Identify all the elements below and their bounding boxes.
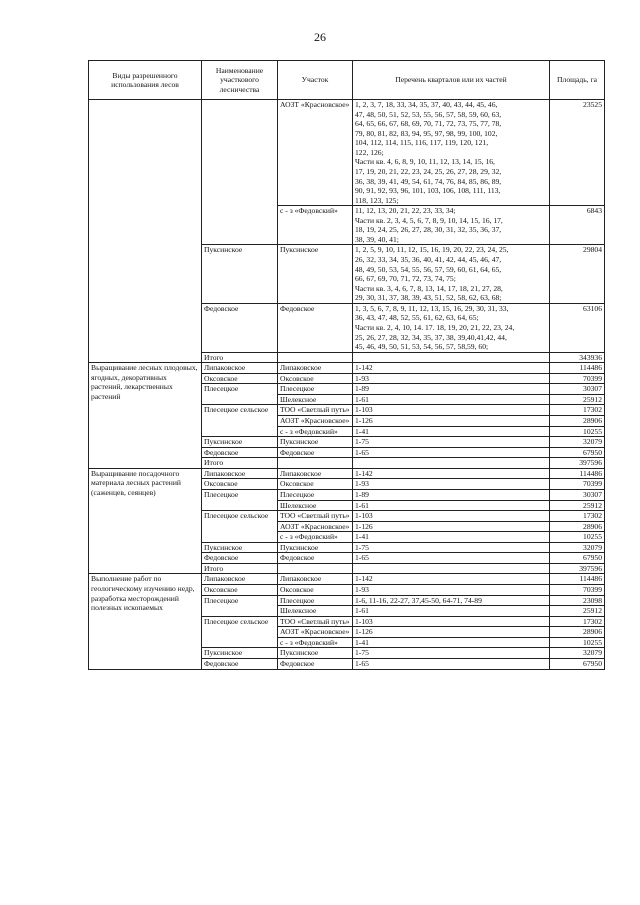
forestry-cell: Плесецкое [202,489,278,510]
quarters-line: 64, 65, 66, 67, 68, 69, 70, 71, 72, 73, 75, 77, 78, [355,119,502,129]
area-cell: 32079 [550,542,605,553]
quarters-cell [353,405,550,416]
quarters-line: 1-89 [355,384,369,394]
quarters-line: 1-103 [355,405,373,415]
table-row [89,100,605,206]
quarters-cell [353,373,550,384]
plot-cell: Шелексное [278,394,353,405]
plot-cell: Липаковское [278,363,353,374]
quarters-line: 1-75 [355,648,369,658]
forestry-cell: Оксовское [202,479,278,490]
use-type-cell: Выращивание посадочного материала лесных растений (саженцев, сеянцев) [89,468,202,574]
quarters-line: 1, 3, 5, 6, 7, 8, 9, 11, 12, 13, 15, 16, 29, 30, 31, 33, [355,303,509,313]
quarters-line: 45, 46, 49, 50, 51, 53, 54, 56, 57, 58,59, 60; [355,342,489,352]
area-cell: 114486 [550,468,605,479]
quarters-cell [353,616,550,627]
area-cell: 114486 [550,363,605,374]
forestry-cell [202,100,278,245]
plot-cell: с - з «Федовский» [278,532,353,543]
forestry-cell: Оксовское [202,585,278,596]
area-cell: 17302 [550,616,605,627]
area-cell: 17302 [550,511,605,522]
area-cell: 23098 [550,595,605,606]
quarters-line: 1-142 [355,574,373,584]
quarters-line: 1, 2, 5, 9, 10, 11, 12, 15, 16, 19, 20, 22, 23, 24, 25, [355,245,509,255]
plot-cell: ТОО «Светлый путь» [278,405,353,416]
forestry-cell: Липаковское [202,468,278,479]
area-cell: 67950 [550,658,605,669]
forestry-cell: Плесецкое сельское [202,405,278,437]
quarters-line: 1-142 [355,363,373,373]
quarters-cell [353,563,550,574]
quarters-line: 104, 112, 114, 115, 116, 117, 119, 120, 121, [355,138,489,148]
area-cell: 343936 [550,352,605,363]
plot-cell: Шелексное [278,500,353,511]
quarters-cell [353,637,550,648]
quarters-line: 1-61 [355,394,369,404]
quarters-line: 29, 30, 31, 37, 38, 39, 43, 51, 52, 58, 62, 63, 68; [355,293,502,303]
quarters-cell [353,606,550,617]
area-cell: 397596 [550,563,605,574]
area-cell: 25912 [550,500,605,511]
table-row [89,363,605,374]
quarters-line: 1-6, 11-16, 22-27, 37,45-50, 64-71, 74-89 [355,595,482,605]
quarters-cell [353,542,550,553]
table-body [89,100,605,670]
plot-cell: Пуксинское [278,245,353,303]
quarters-line: 1-126 [355,416,373,425]
header-forestry: Наименование участкового лесничества [202,61,278,100]
area-cell: 114486 [550,574,605,585]
forestry-cell: Плесецкое сельское [202,511,278,543]
plot-cell: с - з «Федовский» [278,637,353,648]
quarters-line: 1-93 [355,479,369,489]
quarters-cell [353,658,550,669]
forestry-cell: Плесецкое [202,384,278,405]
quarters-cell [353,574,550,585]
quarters-line: Части кв. 2, 3, 4, 5, 6, 7, 8, 9, 10, 14, 15, 16, 17, [355,215,503,225]
quarters-line: 1-65 [355,658,369,668]
quarters-line: 36, 38, 39, 41, 49, 54, 61, 74, 76, 84, 85, 86, 89, [355,176,502,186]
quarters-line: 25, 26, 27, 28, 32, 34, 35, 37, 38, 39,40,41,42, 44, [355,332,507,342]
plot-cell: Федовское [278,553,353,564]
plot-cell: Федовское [278,303,353,352]
quarters-line: 48, 49, 50, 53, 54, 55, 56, 57, 59, 60, 61, 64, 65, [355,264,502,274]
plot-cell: Пуксинское [278,542,353,553]
table-header-row [89,61,605,100]
quarters-line: 1-103 [355,511,373,521]
area-cell: 10255 [550,426,605,437]
use-type-cell: Выполнение работ по геологическому изучению недр, разработка месторождений полезных ископаемых [89,574,202,669]
quarters-cell [353,595,550,606]
forestry-cell: Федовское [202,553,278,564]
quarters-line: 118, 123, 125; [355,195,399,205]
plot-cell: АОЗТ «Красновское» [278,416,353,427]
plot-cell: с - з «Федовский» [278,206,353,245]
quarters-line: 26, 32, 33, 34, 35, 36, 40, 41, 42, 44, 45, 46, 47, [355,255,502,264]
plot-cell: Шелексное [278,606,353,617]
area-cell: 6843 [550,206,605,245]
forestry-cell: Итого [202,352,278,363]
forestry-cell: Пуксинское [202,542,278,553]
quarters-line: 66, 67, 69, 70, 71, 72, 73, 74, 75; [355,274,456,284]
quarters-line: 1-126 [355,521,373,531]
quarters-cell [353,206,550,245]
area-cell: 32079 [550,648,605,659]
quarters-cell [353,352,550,363]
plot-cell [278,458,353,469]
quarters-line: 1-126 [355,627,373,637]
quarters-line: 122, 126; [355,147,384,157]
plot-cell: ТОО «Светлый путь» [278,511,353,522]
area-cell: 28906 [550,416,605,427]
quarters-cell [353,437,550,448]
plot-cell: с - з «Федовский» [278,426,353,437]
quarters-line: 1-89 [355,489,369,499]
area-cell: 67950 [550,553,605,564]
quarters-line: 11, 12, 13, 20, 21, 22, 23, 33, 34; [355,206,456,216]
quarters-cell [353,426,550,437]
plot-cell: Плесецкое [278,595,353,606]
quarters-cell [353,521,550,532]
quarters-cell [353,245,550,303]
area-cell: 10255 [550,637,605,648]
quarters-line: 1-142 [355,468,373,478]
quarters-cell [353,384,550,395]
header-plot: Участок [278,61,353,100]
quarters-cell [353,500,550,511]
quarters-cell [353,363,550,374]
area-cell: 32079 [550,437,605,448]
area-cell: 28906 [550,521,605,532]
quarters-cell [353,648,550,659]
area-cell: 63106 [550,303,605,352]
forestry-cell: Федовское [202,658,278,669]
quarters-line: 79, 80, 81, 82, 83, 94, 95, 97, 98, 99, 100, 102, [355,128,498,138]
quarters-line: 36, 43, 47, 48, 52, 55, 61, 62, 63, 64, 65; [355,313,479,323]
plot-cell: Плесецкое [278,384,353,395]
area-cell: 25912 [550,606,605,617]
area-cell: 28906 [550,627,605,638]
table-row [89,468,605,479]
plot-cell [278,352,353,363]
area-cell: 397596 [550,458,605,469]
quarters-cell [353,585,550,596]
area-cell: 70399 [550,373,605,384]
quarters-line: 38, 39, 40, 41; [355,234,399,244]
quarters-line: 1-65 [355,447,369,457]
area-cell: 70399 [550,479,605,490]
area-cell: 67950 [550,447,605,458]
quarters-cell [353,303,550,352]
quarters-line: 1-75 [355,542,369,552]
quarters-line: Части кв. 2, 4, 10, 14. 17. 18, 19, 20, 21, 22, 23, 24, [355,322,515,332]
quarters-cell [353,532,550,543]
use-type-cell: Выращивание лесных плодовых, ягодных, декоративных растений, лекарственных растений [89,363,202,469]
quarters-line: 1-75 [355,437,369,447]
plot-cell: Липаковское [278,468,353,479]
forestry-cell: Липаковское [202,363,278,374]
plot-cell: Пуксинское [278,648,353,659]
quarters-line: 90, 91, 92, 93, 96, 101, 103, 106, 108, 111, 113, [355,186,501,196]
header-quarters: Перечень кварталов или их частей [353,61,550,100]
quarters-cell [353,100,550,206]
plot-cell: Федовское [278,658,353,669]
forestry-cell: Итого [202,458,278,469]
quarters-line: 1-103 [355,616,373,626]
area-cell: 23525 [550,100,605,206]
table-row [89,574,605,585]
quarters-line: 1, 2, 3, 7, 18, 33, 34, 35, 37, 40, 43, 44, 45, 46, [355,100,498,109]
plot-cell [278,563,353,574]
quarters-cell [353,511,550,522]
area-cell: 10255 [550,532,605,543]
page-number: 26 [314,30,326,44]
plot-cell: Оксовское [278,585,353,596]
quarters-line: 1-41 [355,426,369,436]
header-use-type: Виды разрешенного использования лесов [89,61,202,100]
quarters-cell [353,416,550,427]
forestry-cell: Федовское [202,447,278,458]
forest-use-table [88,60,605,670]
plot-cell: Оксовское [278,479,353,490]
forestry-cell: Оксовское [202,373,278,384]
area-cell: 70399 [550,585,605,596]
quarters-line: 18, 19, 24, 25, 26, 27, 28, 30, 31, 32, 35, 36, 37, [355,225,502,235]
quarters-cell [353,489,550,500]
header-area: Площадь, га [550,61,605,100]
quarters-line: 1-41 [355,532,369,542]
quarters-line: 47, 48, 50, 51, 52, 53, 55, 56, 57, 58, 59, 60, 63, [355,109,502,119]
quarters-line: 17, 19, 20, 21, 22, 23, 24, 25, 26, 27, 28, 29, 32, [355,166,502,176]
forestry-cell: Пуксинское [202,245,278,303]
forestry-cell: Пуксинское [202,437,278,448]
quarters-cell [353,394,550,405]
plot-cell: Липаковское [278,574,353,585]
quarters-line: 1-93 [355,373,369,383]
forestry-cell: Липаковское [202,574,278,585]
area-cell: 25912 [550,394,605,405]
use-type-cell [89,100,202,363]
forestry-cell: Плесецкое [202,595,278,616]
forestry-cell: Плесецкое сельское [202,616,278,648]
quarters-line: Части кв. 3, 4, 6, 7, 8, 13, 14, 17, 18, 21, 27, 28, [355,283,503,293]
area-cell: 30307 [550,489,605,500]
quarters-line: 1-41 [355,637,369,647]
quarters-cell [353,627,550,638]
quarters-cell [353,479,550,490]
plot-cell: АОЗТ «Красновское» [278,627,353,638]
forestry-cell: Итого [202,563,278,574]
forestry-cell: Пуксинское [202,648,278,659]
quarters-line: 1-65 [355,553,369,563]
plot-cell: АОЗТ «Красновское» [278,521,353,532]
quarters-line: 1-61 [355,606,369,616]
quarters-cell [353,447,550,458]
plot-cell: Плесецкое [278,489,353,500]
quarters-cell [353,458,550,469]
quarters-line: 1-61 [355,500,369,510]
quarters-line: Части кв. 4, 6, 8, 9, 10, 11, 12, 13, 14, 15, 16, [355,157,495,167]
plot-cell: Федовское [278,447,353,458]
quarters-line: 1-93 [355,585,369,594]
area-cell: 30307 [550,384,605,395]
forestry-cell: Федовское [202,303,278,352]
area-cell: 29804 [550,245,605,303]
plot-cell: АОЗТ «Красновское» [278,100,353,206]
plot-cell: Пуксинское [278,437,353,448]
quarters-cell [353,468,550,479]
plot-cell: Оксовское [278,373,353,384]
quarters-cell [353,553,550,564]
plot-cell: ТОО «Светлый путь» [278,616,353,627]
area-cell: 17302 [550,405,605,416]
